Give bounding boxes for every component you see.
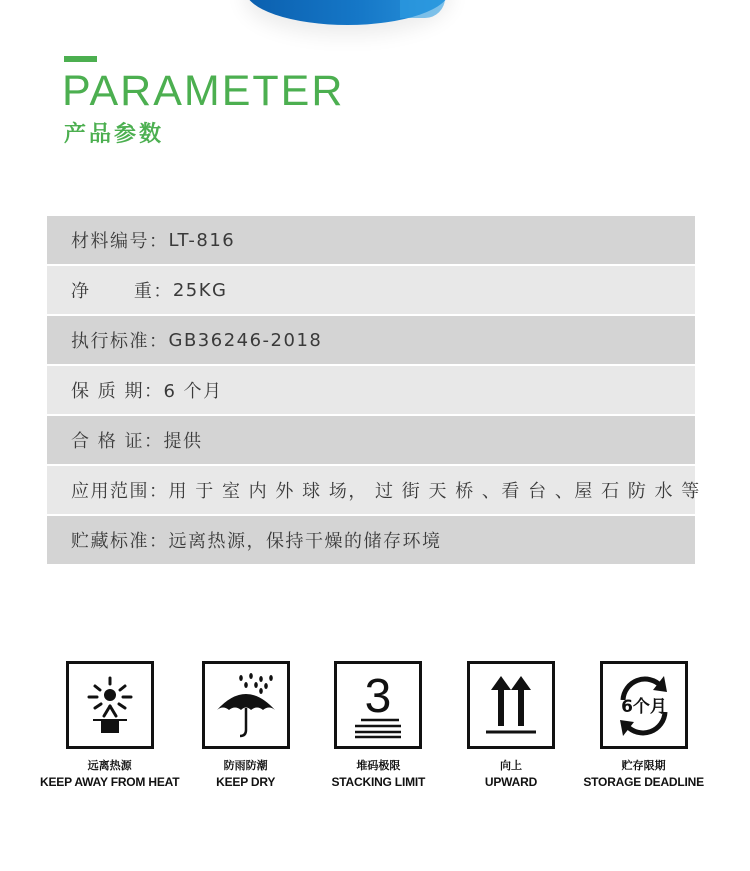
icon-label-cn: 堆码极限 [356, 759, 401, 772]
icon-label-en: STACKING LIMIT [331, 775, 426, 789]
param-value: 远离热源，保持干燥的储存环境 [168, 531, 442, 552]
storage-deadline-badge: 6个月 [620, 697, 667, 717]
param-label: 应用范围： [71, 481, 169, 502]
icon-item-upward [445, 661, 578, 788]
param-label: 合 格 证： [71, 431, 164, 452]
param-label: 执行标准： [71, 331, 169, 352]
param-value: 25KG [172, 279, 228, 301]
icon-item-keep-dry [179, 661, 312, 788]
umbrella-rain-icon [202, 661, 290, 749]
icon-label-cn: 防雨防潮 [223, 759, 268, 772]
sun-heat-icon [66, 661, 154, 749]
icon-label-cn: 向上 [499, 759, 522, 772]
icon-item-stacking-limit [312, 661, 445, 788]
param-row-storage [47, 516, 695, 564]
icon-label-en: KEEP AWAY FROM HEAT [40, 775, 180, 789]
param-label: 贮藏标准： [71, 531, 169, 552]
icon-item-keep-away-from-heat [40, 661, 179, 788]
param-label: 净 重： [71, 281, 173, 302]
up-arrows-icon [467, 661, 555, 749]
icon-label-cn: 贮存限期 [621, 759, 666, 772]
icon-label-en: KEEP DRY [216, 775, 276, 789]
param-row-material-code [47, 216, 695, 264]
icon-label-en: UPWARD [484, 775, 538, 789]
param-value: 用 于 室 内 外 球 场， 过 街 天 桥 、看 台 、屋 石 防 水 等 [168, 481, 701, 502]
param-row-application [47, 466, 701, 514]
icon-item-storage-deadline [577, 661, 710, 788]
accent-bar [64, 56, 97, 62]
param-value: 6 个月 [163, 381, 223, 402]
icon-label-cn: 远离热源 [87, 759, 132, 772]
product-image-top [245, 0, 450, 25]
storage-icons [40, 661, 710, 788]
icon-label-en: STORAGE DEADLINE [583, 775, 704, 789]
param-row-certificate [47, 416, 695, 464]
param-label: 材料编号： [71, 231, 169, 252]
param-value: GB36246-2018 [168, 329, 323, 351]
param-row-net-weight [47, 266, 695, 314]
param-row-shelf-life [47, 366, 695, 414]
parameter-table [47, 216, 701, 566]
param-value: 提供 [163, 431, 203, 452]
param-row-standard [47, 316, 695, 364]
page-title-cn: 产品参数 [64, 122, 165, 147]
storage-deadline-icon [600, 661, 688, 749]
param-value: LT-816 [168, 229, 236, 251]
stacking-limit-icon [334, 661, 422, 749]
param-label: 保 质 期： [71, 381, 164, 402]
stacking-number: 3 [364, 670, 392, 723]
page-title-en: PARAMETER [62, 67, 345, 115]
